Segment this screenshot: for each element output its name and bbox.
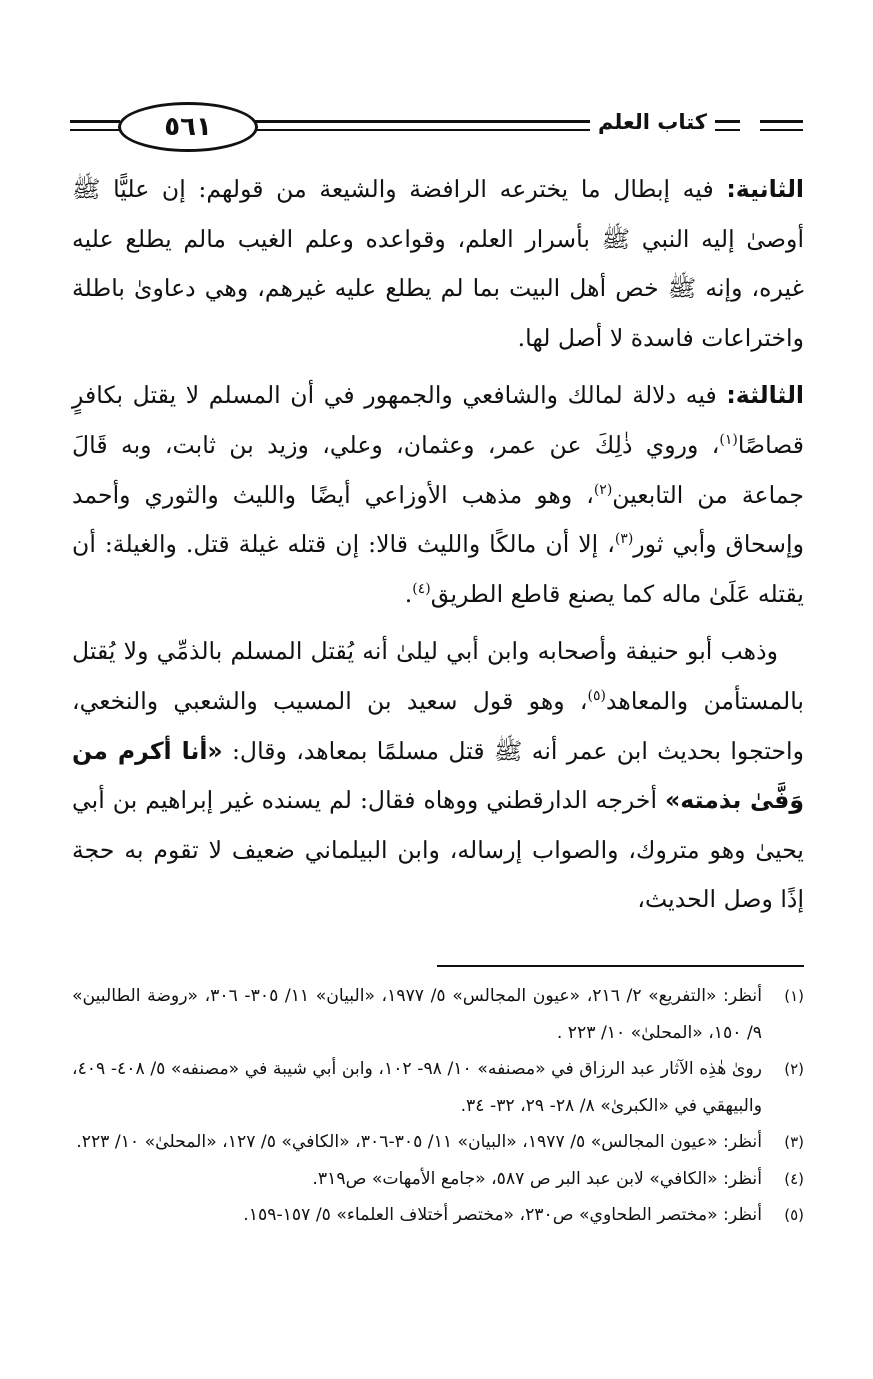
paragraph-text: ، وهو قول سعيد بن المسيب والشعبي والنخعي، واحتجوا بحديث ابن عمر أنه ﷺ قتل مسلمًا بمعاهد، وقال: xyxy=(72,686,805,765)
footnote-item xyxy=(72,1197,804,1234)
point-label: الثانية: xyxy=(726,175,805,203)
footnote-number: (٣) xyxy=(784,1133,804,1151)
paragraph-second-point xyxy=(72,165,804,363)
footnote-ref[interactable]: (٥) xyxy=(587,688,607,705)
footnote-number: (١) xyxy=(784,987,804,1005)
header-rule-left-top xyxy=(70,120,120,123)
footnote-number: (٥) xyxy=(784,1206,804,1224)
footnote-item xyxy=(72,1124,804,1161)
paragraph-hanafi-view xyxy=(72,627,804,925)
footnote-item xyxy=(72,1161,804,1198)
footnote-text: روىٰ هٰذِه الآثار عبد الرزاق في «مصنفه» ١٠/ ٩٨- ١٠٢، وابن أبي شيبة في «مصنفه» ٥/ ٤٠٨- ٤٠٩، والبيهقي في «الكبرىٰ» ٨/ ٢٨- ٢٩، ٣٢- ٣٤. xyxy=(72,1059,762,1116)
footnote-text: أنظر: «الكافي» لابن عبد البر ص ٥٨٧، «جامع الأمهات» ص٣١٩. xyxy=(312,1168,762,1189)
hadith-quote: «أنا أكرم من وَفَّىٰ بذمته» xyxy=(72,736,804,815)
paragraph-text: فيه إبطال ما يخترعه الرافضة والشيعة من قولهم: إن عليًّا ﷺ أوصىٰ إليه النبي ﷺ بأسرار العلم، وقواعده وعلم الغيب مالم يطلع عليه غيره، وإنه ﷺ خص أهل البيت بما لم يطلع عليه غيرهم، وهي دعاوىٰ باطلة واختراعات فاسدة لا أصل لها. xyxy=(72,175,804,352)
page-number: ٥٦١ xyxy=(118,102,258,152)
paragraph-text: ، وروي ذٰلِكَ عن عمر، وعثمان، وعلي، وزيد بن ثابت، وبه قَالَ جماعة من التابعين xyxy=(72,430,804,509)
footnote-text: أنظر: «مختصر الطحاوي» ص٢٣٠، «مختصر أختلاف العلماء» ٥/ ١٥٧-١٥٩. xyxy=(243,1205,762,1225)
paragraph-text: فيه دلالة لمالك والشافعي والجمهور في أن المسلم لا يقتل بكافرٍ قصاصًا xyxy=(72,381,804,459)
footnote-number: (٢) xyxy=(784,1060,804,1078)
paragraph-text: ، إلا أن مالكًا والليث قالا: إن قتله غيلة قتل. والغيلة: أن يقتله عَلَىٰ ماله كما يصنع قاطع الطريق xyxy=(72,530,804,608)
point-label: الثالثة: xyxy=(726,381,805,410)
footnote-item xyxy=(72,1051,804,1124)
footnote-ref[interactable]: (٤) xyxy=(412,580,431,597)
footnote-ref[interactable]: (١) xyxy=(719,432,738,449)
footnote-number: (٤) xyxy=(784,1169,804,1188)
paragraph-text: أخرجه الدارقطني ووهاه فقال: لم يسنده غير إبراهيم بن أبي يحيىٰ وهو متروك، والصواب إرساله، وابن البيلماني ضعيف لا تقوم به حجة إذًا وصل الحديث، xyxy=(72,786,804,914)
header-rule-right-top xyxy=(760,120,803,123)
main-text xyxy=(72,165,804,925)
header-rule-left-bottom xyxy=(70,129,120,131)
paragraph-text: وذهب أبو حنيفة وأصحابه وابن أبي ليلىٰ أنه يُقتل المسلم بالذمِّي ولا يُقتل بالمستأمن والمعاهد xyxy=(72,637,804,715)
header-rule-right-bottom xyxy=(760,129,803,131)
footnote-ref[interactable]: (٣) xyxy=(614,531,634,548)
footnote-ref[interactable]: (٢) xyxy=(593,481,613,498)
footnotes xyxy=(72,978,804,1234)
footnote-text: أنظر: «عيون المجالس» ٥/ ١٩٧٧، «البيان» ١١/ ٣٠٥-٣٠٦، «الكافي» ٥/ ١٢٧، «المحلىٰ» ١٠/ ٢٢٣. xyxy=(76,1132,762,1152)
paragraph-third-point xyxy=(72,371,804,619)
running-header xyxy=(70,98,803,158)
paragraph-text: ، وهو مذهب الأوزاعي أيضًا والليث والثوري وأحمد وإسحاق وأبي ثور xyxy=(72,480,804,559)
footnote-separator xyxy=(437,965,804,967)
footnote-text: أنظر: «التفريع» ٢/ ٢١٦، «عيون المجالس» ٥/ ١٩٧٧، «البيان» ١١/ ٣٠٥- ٣٠٦، «روضة الطالبين» ٩/ ١٥٠، «المحلىٰ» ١٠/ ٢٢٣ . xyxy=(72,986,762,1043)
footnote-item xyxy=(72,978,804,1051)
paragraph-text: . xyxy=(404,579,413,608)
book-title: كتاب العلم xyxy=(590,110,715,134)
